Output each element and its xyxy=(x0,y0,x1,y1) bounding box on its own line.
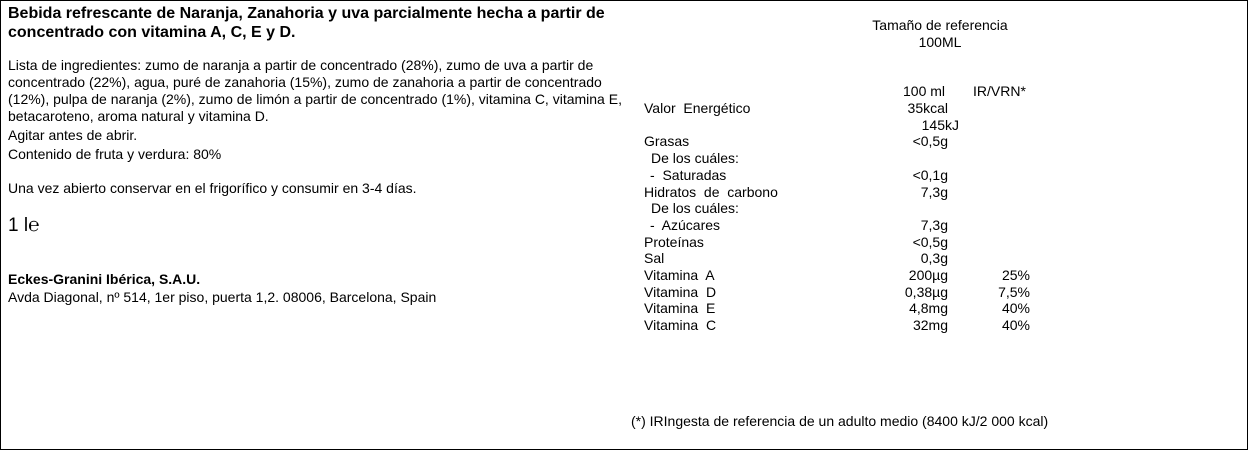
reference-size xyxy=(855,17,1025,51)
nutrient-value: 32mg xyxy=(912,317,948,334)
nutrition-row xyxy=(1,150,1248,167)
nutrient-name: Valor Energético xyxy=(644,100,751,116)
nutrition-row xyxy=(1,234,1248,251)
nutrition-row xyxy=(1,250,1248,267)
nutrition-row xyxy=(1,317,1248,334)
nutrient-value: <0,1g xyxy=(912,166,948,183)
nutrient-value: 35kcal xyxy=(907,100,948,116)
reference-size-value: 100ML xyxy=(918,34,962,50)
nutrient-value: 200µg xyxy=(908,267,948,283)
nutrient-name: Vitamina A xyxy=(644,267,715,283)
nutrient-value: 0,3g xyxy=(920,250,948,267)
nutrition-row xyxy=(1,217,1248,234)
nutrient-name: Sal xyxy=(644,250,665,267)
ingredients-list: Lista de ingredientes: zumo de naranja a partir de concentrado (28%), zumo de uva a partir de concentrado (22%), agua, puré de zanahoria (15%), zumo de zanahoria a partir de concentrado (12%), pulpa de naranja (2%), zumo de limón a partir de concentrado (1%), vitamina C, vitamina E, betacaroteno, aroma natural y vitamina D. xyxy=(8,57,622,124)
volume: 1 l℮ xyxy=(8,215,40,236)
nutrient-name: De los cuáles: xyxy=(651,200,739,217)
nutrition-row xyxy=(1,267,1248,284)
nutrition-row xyxy=(1,167,1248,184)
nutrition-row xyxy=(1,100,1248,117)
column-header-100ml: 100 ml xyxy=(903,83,946,99)
column-header-ir: IR/VRN* xyxy=(973,83,1026,99)
nutrient-name: Vitamina D xyxy=(644,283,717,300)
company-name: Eckes-Granini Ibérica, S.A.U. xyxy=(8,271,201,287)
fruit-content: Contenido de fruta y verdura: 80% xyxy=(8,146,222,162)
storage-instructions: Una vez abierto conservar en el frigorífico y consumir en 3-4 días. xyxy=(8,180,417,196)
nutrient-name: De los cuáles: xyxy=(651,150,739,167)
nutrition-row xyxy=(1,117,1248,134)
shake-instructions: Agitar antes de abrir. xyxy=(8,127,138,143)
nutrient-value: 7,3g xyxy=(920,183,948,200)
nutrition-row xyxy=(1,284,1248,301)
reference-size-label: Tamaño de referencia xyxy=(872,17,1008,33)
nutrition-row xyxy=(1,200,1248,217)
nutrient-name: Proteínas xyxy=(644,233,704,250)
nutrient-name: Hidratos de carbono xyxy=(644,183,778,200)
nutrient-value: 0,38µg xyxy=(904,283,948,300)
nutrient-ir: 40% xyxy=(1001,300,1030,317)
nutrient-value: <0,5g xyxy=(912,133,948,150)
nutrient-name: Vitamina C xyxy=(644,317,717,334)
nutrition-row xyxy=(1,300,1248,317)
nutrient-name: Vitamina E xyxy=(644,300,716,317)
product-title: Bebida refrescante de Naranja, Zanahoria y uva parcialmente hecha a partir de concentrado con vitamina A, C, E y D. xyxy=(8,5,605,41)
nutrition-row xyxy=(1,184,1248,201)
nutrient-value: 7,3g xyxy=(920,216,948,233)
nutrient-ir: 40% xyxy=(1001,317,1030,334)
company-address: Avda Diagonal, nº 514, 1er piso, puerta 1,2. 08006, Barcelona, Spain xyxy=(8,289,437,305)
nutrient-name: Grasas xyxy=(644,133,690,150)
nutrient-ir: 25% xyxy=(1001,267,1030,283)
nutrient-value: 4,8mg xyxy=(909,300,948,317)
nutrient-value: <0,5g xyxy=(912,233,948,250)
nutrient-name: - Azúcares xyxy=(650,216,721,233)
nutrient-ir: 7,5% xyxy=(998,283,1030,300)
footnote: (*) IRIngesta de referencia de un adulto medio (8400 kJ/2 000 kcal) xyxy=(631,413,1049,429)
nutrient-value: 145kJ xyxy=(921,116,959,133)
nutrient-name: - Saturadas xyxy=(650,166,727,183)
nutrition-row xyxy=(1,133,1248,150)
